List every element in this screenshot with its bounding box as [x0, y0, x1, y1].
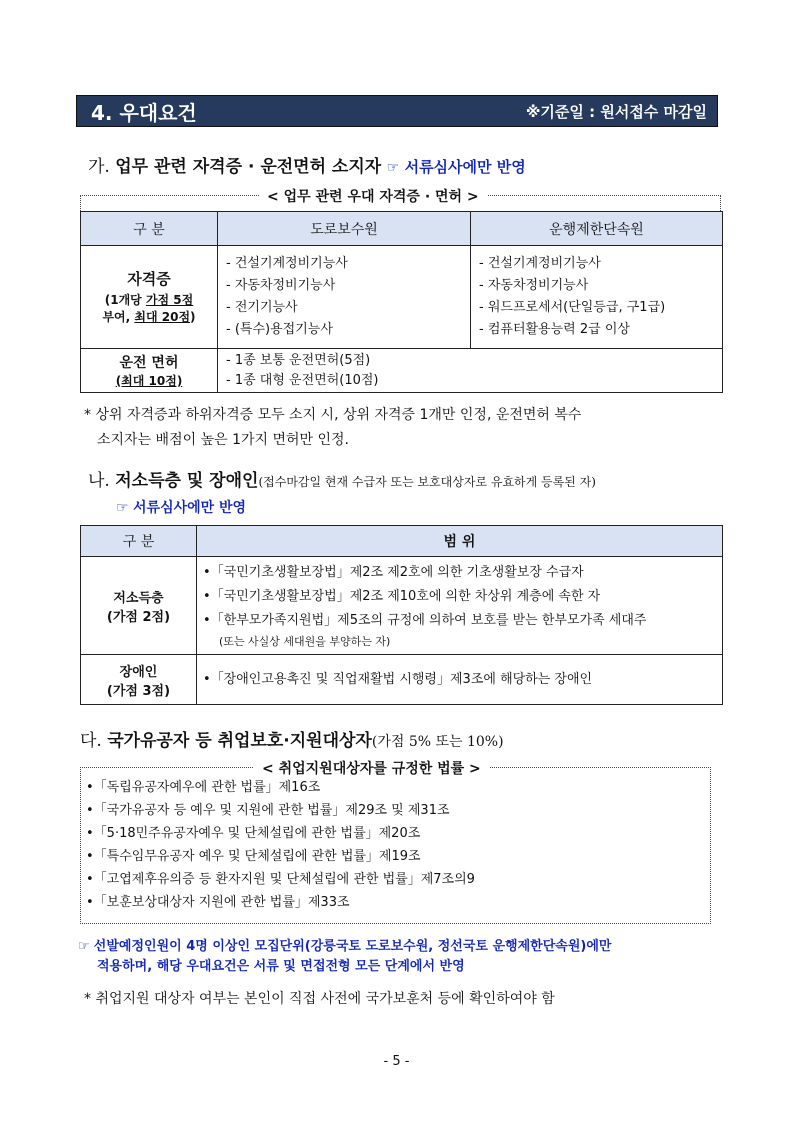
heading-a [88, 152, 526, 177]
heading-a-title: 업무 관련 자격증 · 운전면허 소지자 [115, 157, 382, 177]
list-item: - 컴퓨터활용능력 2급 이상 [479, 322, 630, 337]
list-item: •「한부모가족지원법」제5조의 규정에 의하여 보호를 받는 한부모가족 세대주 [203, 612, 647, 628]
pointing-hand-icon: ☞ [116, 500, 129, 516]
list-item-note: (또는 사실상 세대원을 부양하는 자) [219, 634, 391, 648]
table-row: 운전 면허 (최대 10점) [81, 349, 218, 393]
table-b-header-category: 구 분 [81, 526, 197, 557]
table-row: 저소득층 (가점 2점) [81, 557, 197, 655]
pointing-hand-icon: ☞ [386, 160, 400, 176]
caption-a: < 업무 관련 우대 자격증 · 면허 > [259, 186, 487, 206]
list-item: - 자동차정비기능사 [479, 278, 589, 293]
apply-c-line2: 적용하며, 해당 우대요건은 서류 및 면접전형 모든 단계에서 반영 [97, 959, 465, 974]
table-row: 장애인 (가점 3점) [81, 655, 197, 705]
list-item: - 전기기능사 [226, 300, 298, 315]
heading-a-marker: 가. [88, 157, 110, 177]
heading-b-title: 저소득층 및 장애인 [115, 471, 259, 491]
table-a-header-road: 도로보수원 [218, 212, 471, 246]
list-item: - 워드프로세서(단일등급, 구1급) [479, 300, 666, 315]
pointing-hand-icon: ☞ [78, 939, 90, 954]
list-item: - 1종 보통 운전면허(5점) [226, 352, 371, 368]
heading-c-paren: (가점 5% 또는 10%) [371, 734, 504, 750]
heading-b: 나. 저소득층 및 장애인(접수마감일 현재 수급자 또는 보호대상자로 유효하게 등록된 자) [88, 471, 596, 491]
list-item: •「고엽제후유의증 등 환자지원 및 단체설립에 관한 법률」제7조의9 [86, 872, 475, 887]
list-item: - (특수)용접기능사 [226, 322, 333, 337]
note-a-line1: * 상위 자격증과 하위자격증 모두 소지 시, 상위 자격증 1개만 인정, 운전면허 복수 [84, 407, 582, 423]
apply-c-line1: ☞ 선발예정인원이 4명 이상인 모집단위(강릉국토 도로보수원, 정선국토 운행제한단속원)에만 [78, 939, 612, 954]
list-item: •「독립유공자예우에 관한 법률」제16조 [86, 780, 321, 795]
list-item: •「국민기초생활보장법」제2조 제10호에 의한 차상위 계층에 속한 자 [203, 588, 601, 604]
heading-b-apply-line [116, 497, 246, 517]
list-item: •「국가유공자 등 예우 및 지원에 관한 법률」제29조 및 제31조 [86, 803, 450, 818]
list-item: •「5·18민주유공자예우 및 단체설립에 관한 법률」제20조 [86, 826, 421, 841]
license-list [218, 349, 723, 393]
table-a-header-enforcement: 운행제한단속원 [471, 212, 723, 246]
list-item: - 건설기계정비기능사 [226, 256, 348, 271]
list-item: •「보훈보상대상자 지원에 관한 법률」제33조 [86, 895, 350, 910]
section-reference-date: ※기준일 : 원서접수 마감일 [525, 102, 707, 121]
list-item: •「장애인고용촉진 및 직업재활법 시행령」제3조에 해당하는 장애인 [203, 671, 593, 687]
table-b-header-scope: 범 위 [197, 526, 723, 557]
road-cert-list [218, 246, 471, 349]
heading-b-apply: 서류심사에만 반영 [133, 500, 247, 516]
list-item: - 자동차정비기능사 [226, 278, 336, 293]
page-number: - 5 - [383, 1054, 410, 1069]
list-item: •「특수임무유공자 예우 및 단체설립에 관한 법률」제19조 [86, 849, 421, 864]
cat-certificate: 자격증 [127, 270, 171, 288]
list-item: - 1종 대형 운전면허(10점) [226, 372, 379, 388]
heading-b-paren: (접수마감일 현재 수급자 또는 보호대상자로 유효하게 등록된 자) [258, 475, 596, 489]
heading-c: 다. 국가유공자 등 취업보호·지원대상자(가점 5% 또는 10%) [80, 731, 504, 751]
caption-c: < 취업지원대상자를 규정한 법률 > [254, 758, 489, 778]
low-income-disability-table [80, 525, 723, 705]
section-header-bar [76, 95, 718, 127]
list-item: - 건설기계정비기능사 [479, 256, 601, 271]
note-c: * 취업지원 대상자 여부는 본인이 직접 사전에 국가보훈처 등에 확인하여야 함 [84, 991, 555, 1007]
heading-c-title: 국가유공자 등 취업보호·지원대상자 [107, 731, 372, 751]
heading-a-apply: 서류심사에만 반영 [404, 158, 526, 176]
cat-license: 운전 면허 [119, 355, 179, 371]
table-row: 자격증 (1개당 가점 5점 부여, 최대 20점) [81, 246, 218, 349]
note-a-line2: 소지자는 배점이 높은 1가지 면허만 인정. [97, 432, 349, 448]
law-list [86, 776, 475, 914]
table-a-header-category: 구 분 [81, 212, 218, 246]
list-item: •「국민기초생활보장법」제2조 제2호에 의한 기초생활보장 수급자 [203, 564, 584, 580]
section-title: 4. 우대요건 [91, 100, 197, 125]
qualification-table [80, 211, 723, 393]
enforcement-cert-list [471, 246, 723, 349]
